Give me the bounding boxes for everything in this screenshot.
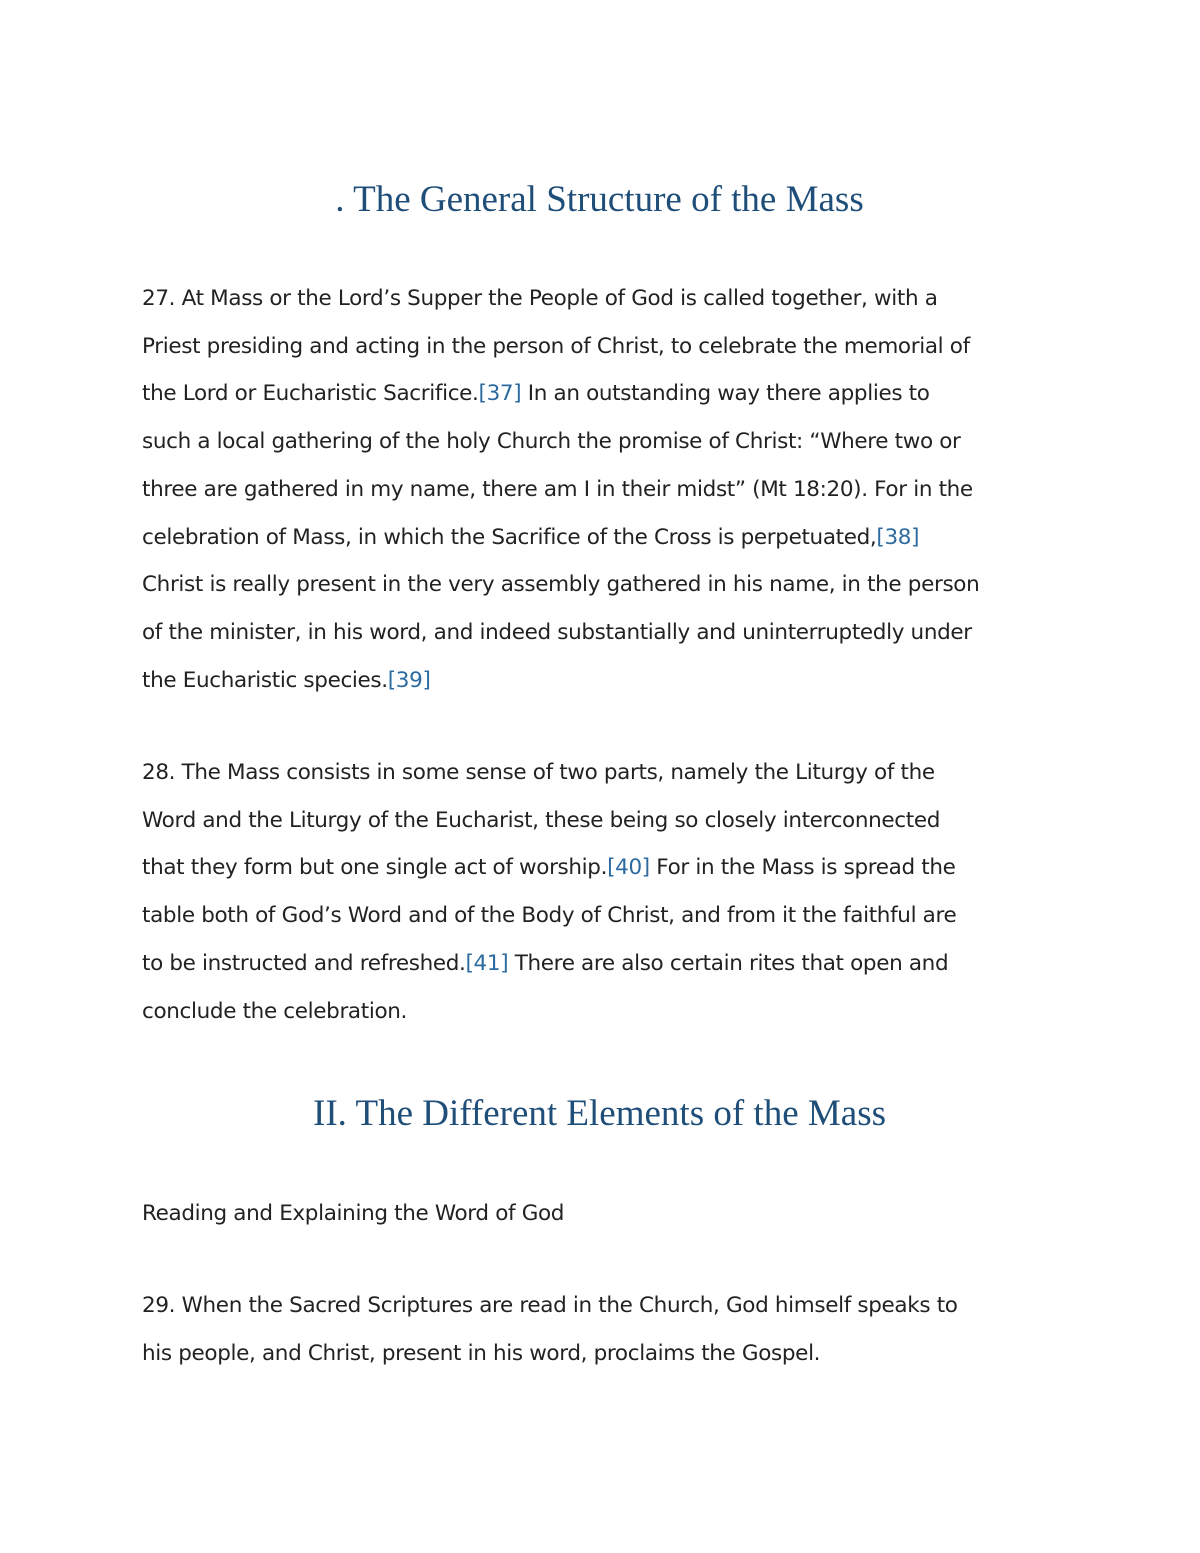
text-segment: the Eucharistic species. [142,667,388,693]
footnote-link-38[interactable]: [38] [876,524,920,550]
text-line: Christ is really present in the very assembly gathered in his name, in the person [142,572,980,598]
text-line [142,657,1057,705]
paragraph-28 [142,749,1057,1035]
text-line: 29. When the Sacred Scriptures are read in the Church, God himself speaks to [142,1293,958,1318]
text-line: of the minister, in his word, and indeed substantially and uninterruptedly under [142,619,972,645]
text-segment: to be instructed and refreshed. [142,950,466,976]
footnote-link-41[interactable]: [41] [465,950,509,976]
text-segment: For in the Mass is spread the [649,855,956,881]
text-line [142,844,1057,892]
paragraph-27 [142,275,1057,704]
section-heading-different-elements: II. The Different Elements of the Mass [313,1093,886,1134]
text-line [142,514,1057,562]
text-segment: that they form but one single act of worship. [142,855,608,881]
footnote-link-37[interactable]: [37] [478,381,522,407]
footnote-link-39[interactable]: [39] [387,667,431,693]
text-line: such a local gathering of the holy Church the promise of Christ: “Where two or [142,429,961,455]
text-line [142,940,1057,988]
text-segment: celebration of Mass, in which the Sacrifice of the Cross is perpetuated, [142,524,877,550]
subheading-reading-word-of-god [142,1190,1057,1238]
text-line: 27. At Mass or the Lord’s Supper the People of God is called together, with a [142,286,938,311]
paragraph-29 [142,1282,1057,1377]
text-line: Priest presiding and acting in the person of Christ, to celebrate the memorial of [142,333,970,359]
text-segment: In an outstanding way there applies to [521,381,930,407]
text-line: three are gathered in my name, there am I in their midst” (Mt 18:20). For in the [142,476,973,502]
text-line: his people, and Christ, present in his word, proclaims the Gospel. [142,1340,821,1366]
text-line [142,370,1057,418]
footnote-link-40[interactable]: [40] [607,855,650,881]
text-line: Word and the Liturgy of the Eucharist, these being so closely interconnected [142,807,941,833]
subheading-text: Reading and Explaining the Word of God [142,1201,565,1226]
section-heading-general-structure: . The General Structure of the Mass [335,179,864,220]
text-segment: There are also certain rites that open and [508,950,949,976]
text-segment: the Lord or Eucharistic Sacrifice. [142,381,479,407]
text-line: 28. The Mass consists in some sense of two parts, namely the Liturgy of the [142,760,935,785]
text-line: conclude the celebration. [142,998,408,1024]
text-line: table both of God’s Word and of the Body of Christ, and from it the faithful are [142,903,957,929]
